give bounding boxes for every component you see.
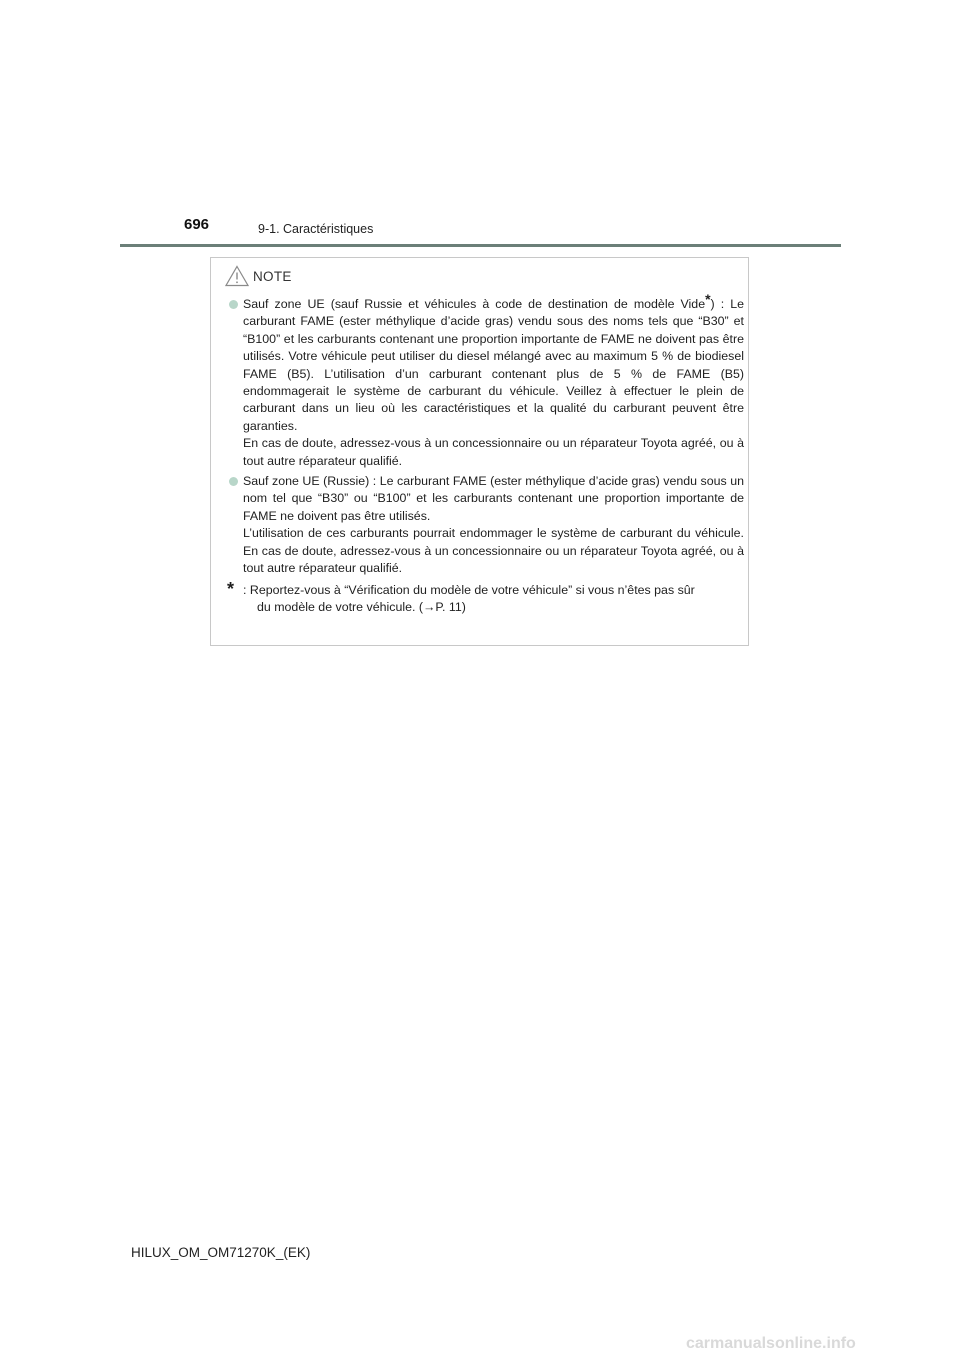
note-box [210, 257, 749, 646]
watermark: carmanualsonline.info [686, 1335, 856, 1352]
header-rule [120, 244, 841, 247]
note-item-paragraph: L’utilisation de ces carburants pourrait endommager le système de carburant du véhicule. En cas de doute, adressez-vous à un concessionnaire ou un réparateur Toyota agréé, ou à tout autre réparateur qualifié. [243, 526, 744, 576]
footnote [227, 578, 744, 617]
note-header [225, 263, 292, 289]
footnote-asterisk: * [227, 578, 235, 599]
warning-triangle-icon [225, 265, 249, 287]
note-body [227, 291, 744, 616]
note-label: NOTE [253, 268, 292, 284]
note-item-paragraph: En cas de doute, adressez-vous à un concessionnaire ou un réparateur Toyota agréé, ou à tout autre réparateur qualifié. [243, 436, 744, 468]
section-title: 9-1. Caractéristiques [258, 222, 374, 236]
bullet-dot-icon [229, 300, 238, 309]
footnote-text-continued: du modèle de votre véhicule. (→P. 11) [257, 599, 466, 614]
asterisk-marker: * [705, 291, 711, 307]
bullet-dot-icon [229, 477, 238, 486]
note-item [229, 291, 744, 470]
footer-doc-code: HILUX_OM_OM71270K_(EK) [131, 1245, 311, 1260]
note-item-paragraph: Sauf zone UE (Russie) : Le carburant FAME (ester méthylique d’acide gras) vendu sous un nom tel que “B30” ou “B100” et les carburants contenant une proportion importante de FAME ne doivent pas être utilisés. [243, 474, 744, 523]
page-number: 696 [184, 216, 210, 233]
footnote-text: : Reportez-vous à “Vérification du modèle de votre véhicule” si vous n’êtes pas sûr [243, 582, 695, 597]
note-item [229, 473, 744, 577]
note-item-paragraph: Sauf zone UE (sauf Russie et véhicules à code de destination de modèle Vide*) : Le carburant FAME (ester méthylique d’acide gras) vendu sous des noms tels que “B30” et “B100” et les carburants contenant une proportion importante de FAME ne doivent pas être utilisés. Votre véhicule peut utiliser du diesel mélangé avec au maximum 5 % de biodiesel FAME (B5). L’utilisation d’un carburant contenant plus de 5 % de FAME (B5) endommagerait le système de carburant du véhicule. Veillez à effectuer le plein de carburant dans un lieu où les caractéristiques et la qualité du carburant peuvent être garanties. [243, 291, 744, 433]
